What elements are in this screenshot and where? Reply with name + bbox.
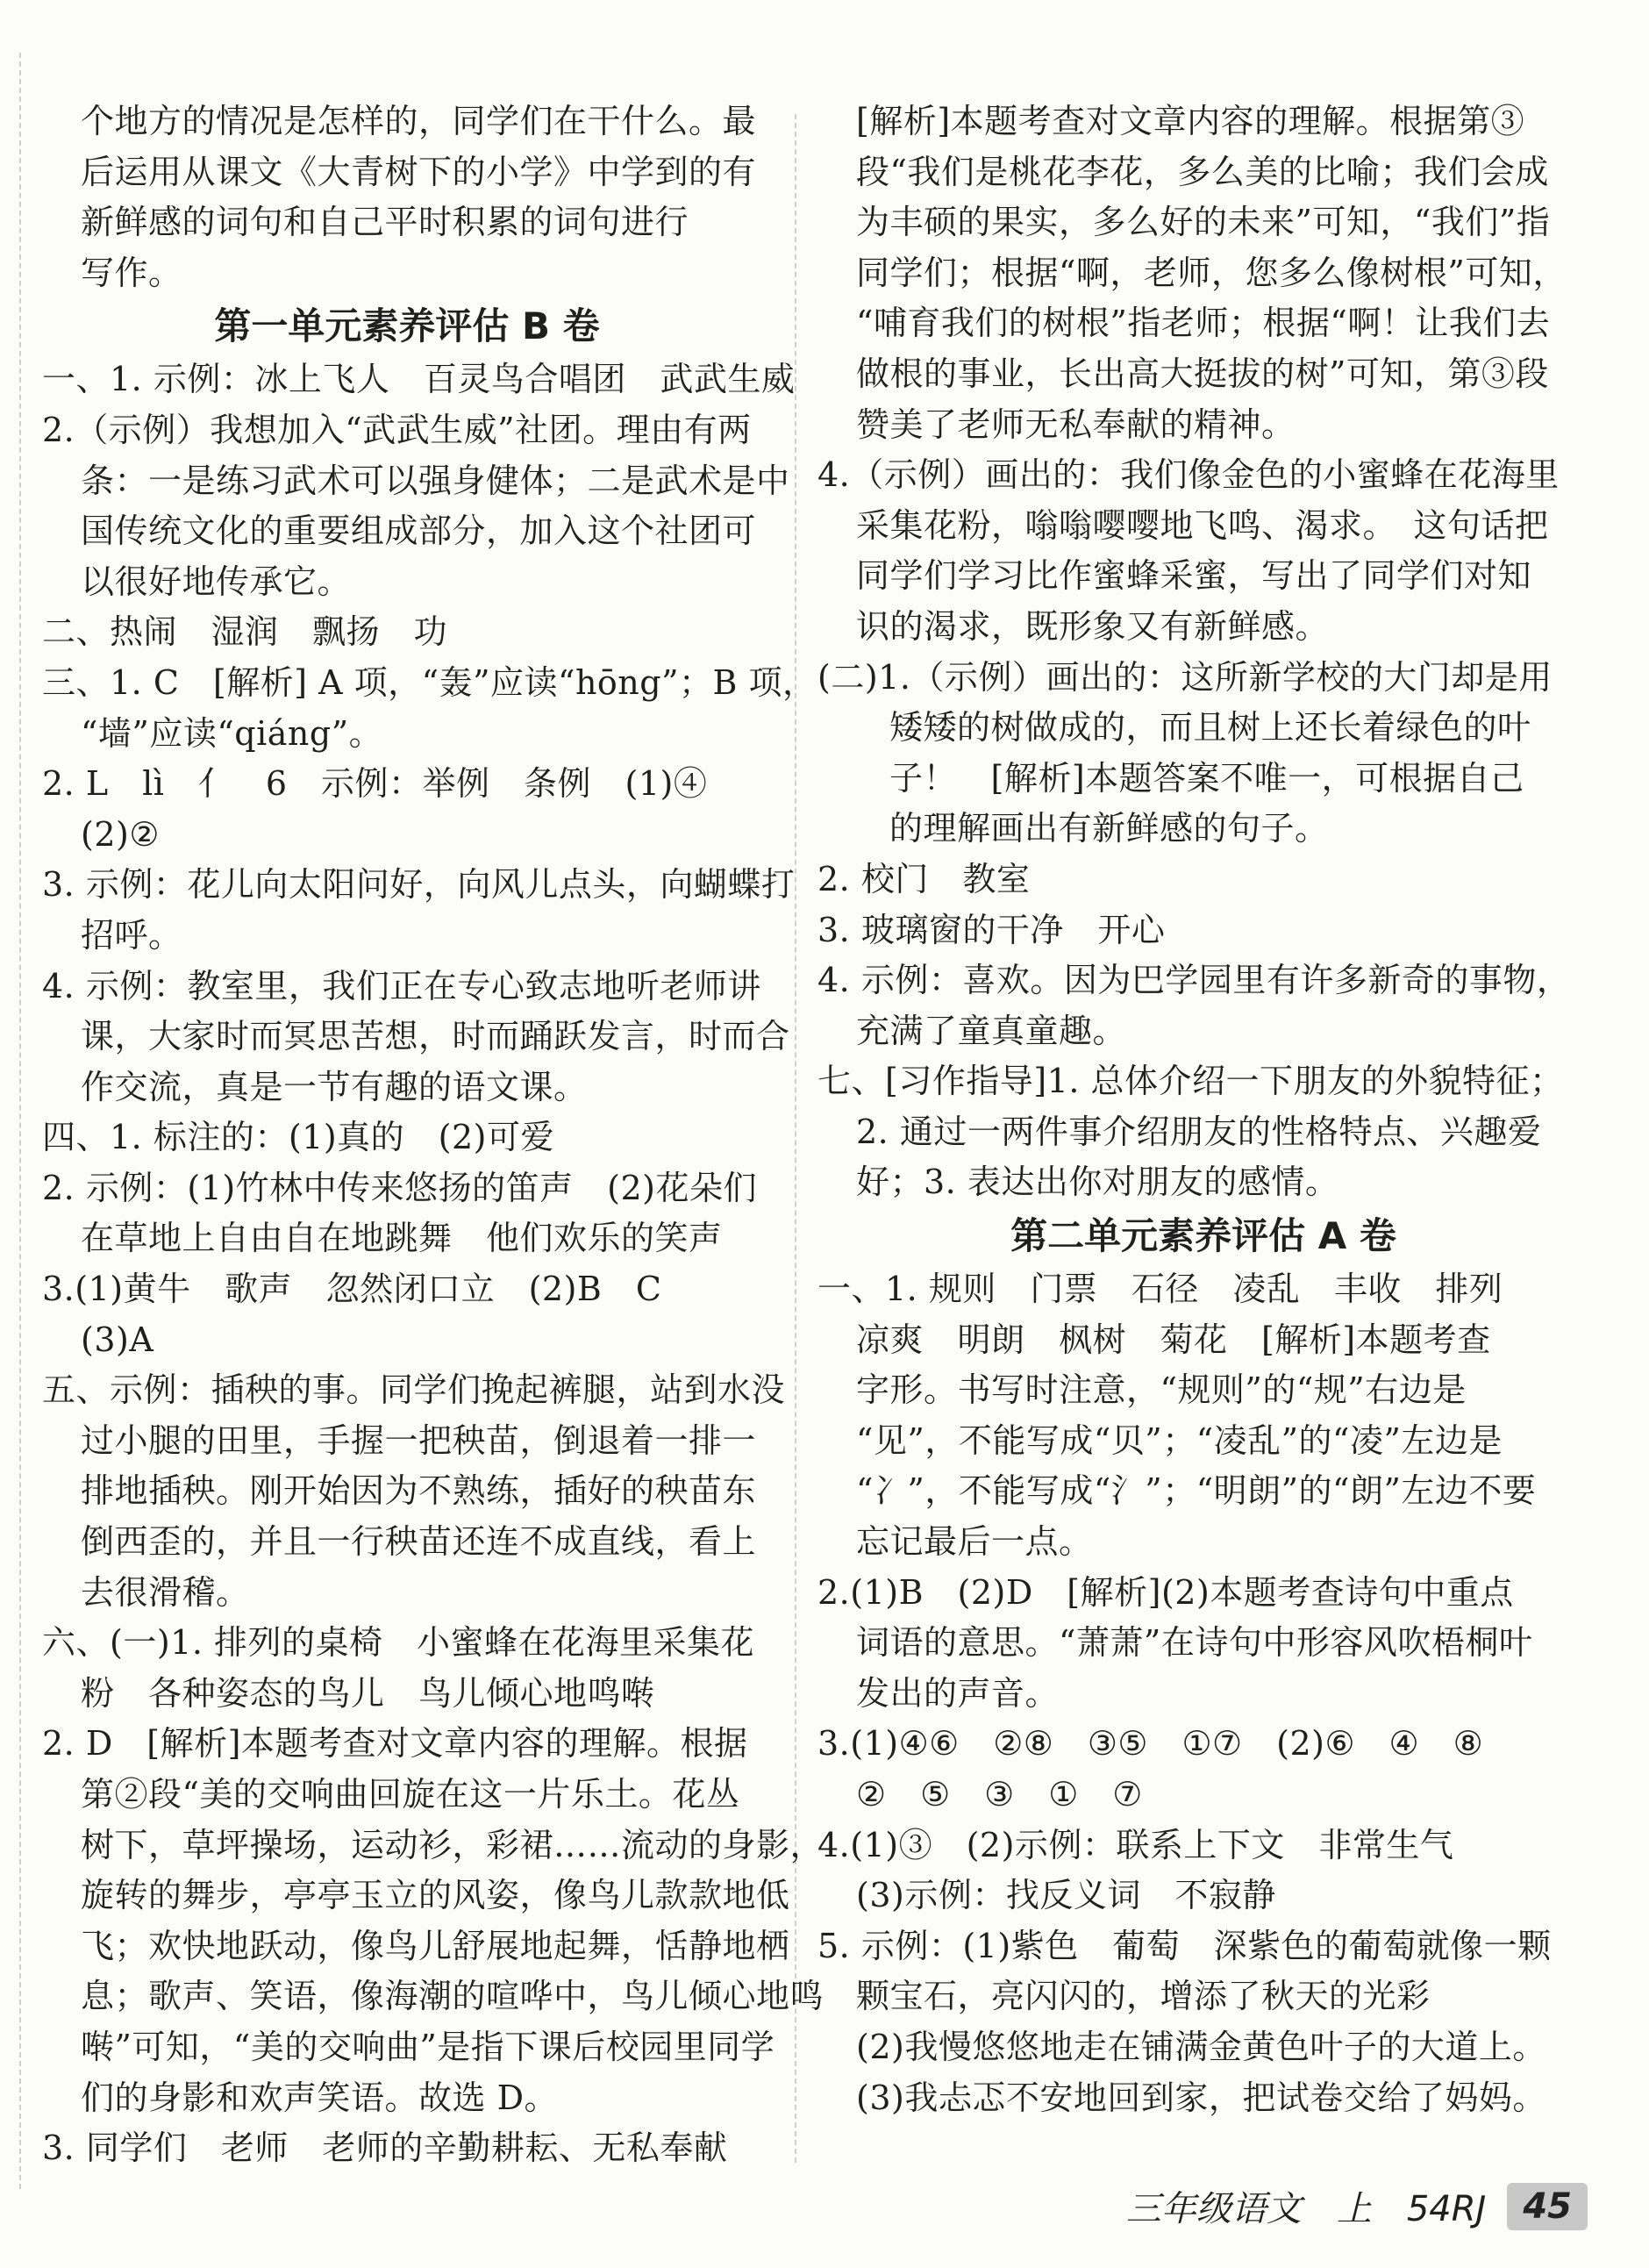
text-line: (3)示例：找反义词 不寂静: [856, 1876, 1276, 1915]
text-line: 二、热闹 湿润 飘扬 功: [42, 612, 448, 652]
text-line: ② ⑤ ③ ① ⑦: [856, 1775, 1143, 1814]
text-line: 第②段“美的交响曲回旋在这一片乐土。花丛: [81, 1775, 740, 1814]
text-line: “哺育我们的树根”指老师；根据“啊！让我们去: [856, 304, 1551, 343]
text-line: 新鲜感的词句和自己平时积累的词句进行: [81, 203, 689, 242]
text-line: 条：一是练习武术可以强身健体；二是武术是中: [81, 461, 790, 500]
text-line: “见”，不能写成“贝”；“凌乱”的“凌”左边是: [856, 1420, 1503, 1460]
text-line: 飞；欢快地跃动，像鸟儿舒展地起舞，恬静地栖: [81, 1926, 790, 1965]
text-line: 4.(1)③ (2)示例：联系上下文 非常生气: [817, 1825, 1454, 1864]
text-line: 2.（示例）我想加入“武武生威”社团。理由有两: [42, 410, 752, 449]
text-line: 三、1. C [解析] A 项，“轰”应读“hōng”；B 项，: [42, 662, 817, 702]
text-line: (3)A: [81, 1320, 154, 1359]
text-line: 4. 示例：喜欢。因为巴学园里有许多新奇的事物，: [817, 961, 1571, 1000]
text-line: 的理解画出有新鲜感的句子。: [889, 809, 1329, 848]
text-line: 旋转的舞步，亭亭玉立的风姿，像鸟儿款款地低: [81, 1876, 790, 1915]
text-line: “冫”，不能写成“氵”；“明朗”的“朗”左边不要: [856, 1471, 1537, 1511]
right-column: [817, 97, 1589, 2123]
text-line: 4. 示例：教室里，我们正在专心致志地听老师讲: [42, 966, 761, 1005]
text-line: 2. 校门 教室: [817, 859, 1031, 898]
text-line: 识的渴求，既形象又有新鲜感。: [856, 606, 1330, 646]
text-line: 啭”可知，“美的交响曲”是指下课后校园里同学: [81, 2027, 775, 2066]
text-line: 去很滑稽。: [81, 1572, 250, 1612]
text-line: 个地方的情况是怎样的，同学们在干什么。最: [81, 102, 757, 140]
text-line: 过小腿的田里，手握一把秧苗，倒退着一排一: [81, 1420, 757, 1460]
page-footer: [1126, 2181, 1588, 2231]
text-line: [解析]本题考查对文章内容的理解。根据第③: [856, 102, 1525, 140]
text-line: 一、1. 规则 门票 石径 凌乱 丰收 排列: [817, 1270, 1503, 1309]
text-line: 在草地上自由自在地跳舞 他们欢乐的笑声: [81, 1219, 723, 1258]
text-line: 倒西歪的，并且一行秧苗还连不成直线，看上: [81, 1522, 757, 1562]
section-heading: 第一单元素养评估 B 卷: [214, 304, 600, 348]
text-line: 们的身影和欢声笑语。故选 D。: [81, 2078, 559, 2117]
text-line: 2. D [解析]本题考查对文章内容的理解。根据: [42, 1724, 748, 1764]
left-margin-rule: [19, 53, 21, 2189]
text-line: 国传统文化的重要组成部分，加入这个社团可: [81, 512, 757, 551]
text-line: 粉 各种姿态的鸟儿 鸟儿倾心地鸣啭: [81, 1673, 655, 1713]
text-line: 3. 同学们 老师 老师的辛勤耕耘、无私奉献: [42, 2128, 728, 2168]
text-line: (二)1.（示例）画出的：这所新学校的大门却是用: [817, 657, 1553, 697]
text-line: 2.(1)B (2)D [解析](2)本题考查诗句中重点: [817, 1572, 1514, 1612]
text-line: 2. L lì 亻 6 示例：举例 条例 (1)④: [42, 764, 708, 804]
text-line: 一、1. 示例：冰上飞人 百灵鸟合唱团 武武生威: [42, 360, 796, 399]
text-line: 段“我们是桃花李花，多么美的比喻；我们会成: [856, 152, 1549, 191]
text-line: 凉爽 明朗 枫树 菊花 [解析]本题考查: [856, 1320, 1491, 1359]
text-line: 5. 示例：(1)紫色 葡萄 深紫色的葡萄就像一颗: [817, 1926, 1552, 1965]
text-line: 矮矮的树做成的，而且树上还长着绿色的叶: [889, 708, 1531, 748]
text-line: 作交流，真是一节有趣的语文课。: [81, 1067, 588, 1106]
text-line: 后运用从课文《大青树下的小学》中学到的有: [81, 152, 757, 191]
text-line: (2)我慢悠悠地走在铺满金黄色叶子的大道上。: [856, 2027, 1546, 2066]
text-line: 采集花粉，嗡嗡嘤嘤地飞鸣、渴求。 这句话把: [856, 505, 1549, 545]
text-line: 子！ [解析]本题答案不唯一，可根据自己: [889, 758, 1524, 798]
book-label: 三年级语文 上 54RJ: [1125, 2189, 1487, 2229]
text-line: 四、1. 标注的：(1)真的 (2)可爱: [42, 1118, 554, 1157]
text-line: 充满了童真童趣。: [856, 1011, 1127, 1050]
text-line: 课，大家时而冥思苦想，时而踊跃发言，时而合: [81, 1017, 790, 1056]
text-line: 3.(1)黄牛 歌声 忽然闭口立 (2)B C: [42, 1270, 662, 1309]
text-line: 以很好地传承它。: [81, 562, 352, 601]
text-line: 颗宝石，亮闪闪的，增添了秋天的光彩: [856, 1977, 1431, 2016]
section-heading: 第二单元素养评估 A 卷: [1010, 1214, 1396, 1258]
text-line: 写作。: [81, 253, 182, 292]
text-line: (3)我忐忑不安地回到家，把试卷交给了妈妈。: [856, 2078, 1546, 2117]
text-line: 做根的事业，长出高大挺拔的树”可知，第③段: [856, 354, 1549, 393]
page-number: 45: [1507, 2183, 1588, 2230]
text-line: (2)②: [81, 814, 160, 854]
text-line: 3.(1)④⑥ ②⑧ ③⑤ ①⑦ (2)⑥ ④ ⑧: [817, 1724, 1484, 1764]
text-line: 2. 通过一两件事介绍朋友的性格特点、兴趣爱: [856, 1112, 1542, 1151]
left-column: [42, 97, 824, 2174]
text-line: 招呼。: [81, 915, 182, 955]
text-line: 排地插秧。刚开始因为不熟练，插好的秧苗东: [81, 1471, 757, 1511]
text-line: 树下，草坪操场，运动衫，彩裙……流动的身影，: [81, 1825, 824, 1864]
text-line: 字形。书写时注意，“规则”的“规”右边是: [856, 1370, 1467, 1410]
text-line: 息；歌声、笑语，像海潮的喧哗中，鸟儿倾心地鸣: [81, 1977, 824, 2016]
text-line: 六、(一)1. 排列的桌椅 小蜜蜂在花海里采集花: [42, 1623, 754, 1663]
text-line: 为丰硕的果实，多么好的未来”可知，“我们”指: [856, 203, 1551, 242]
text-line: 好；3. 表达出你对朋友的感情。: [856, 1163, 1339, 1202]
text-line: 五、示例：插秧的事。同学们挽起裤腿，站到水没: [42, 1370, 786, 1410]
text-line: 2. 示例：(1)竹林中传来悠扬的笛声 (2)花朵们: [42, 1168, 757, 1207]
text-line: 赞美了老师无私奉献的精神。: [856, 404, 1296, 444]
text-line: 忘记最后一点。: [856, 1522, 1093, 1562]
text-line: 3. 示例：花儿向太阳问好，向风儿点头，向蝴蝶打: [42, 865, 796, 905]
text-line: 同学们学习比作蜜蜂采蜜，写出了同学们对知: [856, 556, 1532, 596]
text-line: 3. 玻璃窗的干净 开心: [817, 910, 1166, 949]
text-line: 4.（示例）画出的：我们像金色的小蜜蜂在花海里: [817, 455, 1560, 495]
text-line: 词语的意思。“萧萧”在诗句中形容风吹梧桐叶: [856, 1623, 1533, 1663]
text-line: 发出的声音。: [856, 1673, 1060, 1713]
text-line: 七、[习作指导]1. 总体介绍一下朋友的外貌特征；: [817, 1062, 1564, 1101]
text-line: “墙”应读“qiáng”。: [81, 713, 383, 753]
text-line: 同学们；根据“啊，老师，您多么像树根”可知，: [856, 253, 1567, 292]
